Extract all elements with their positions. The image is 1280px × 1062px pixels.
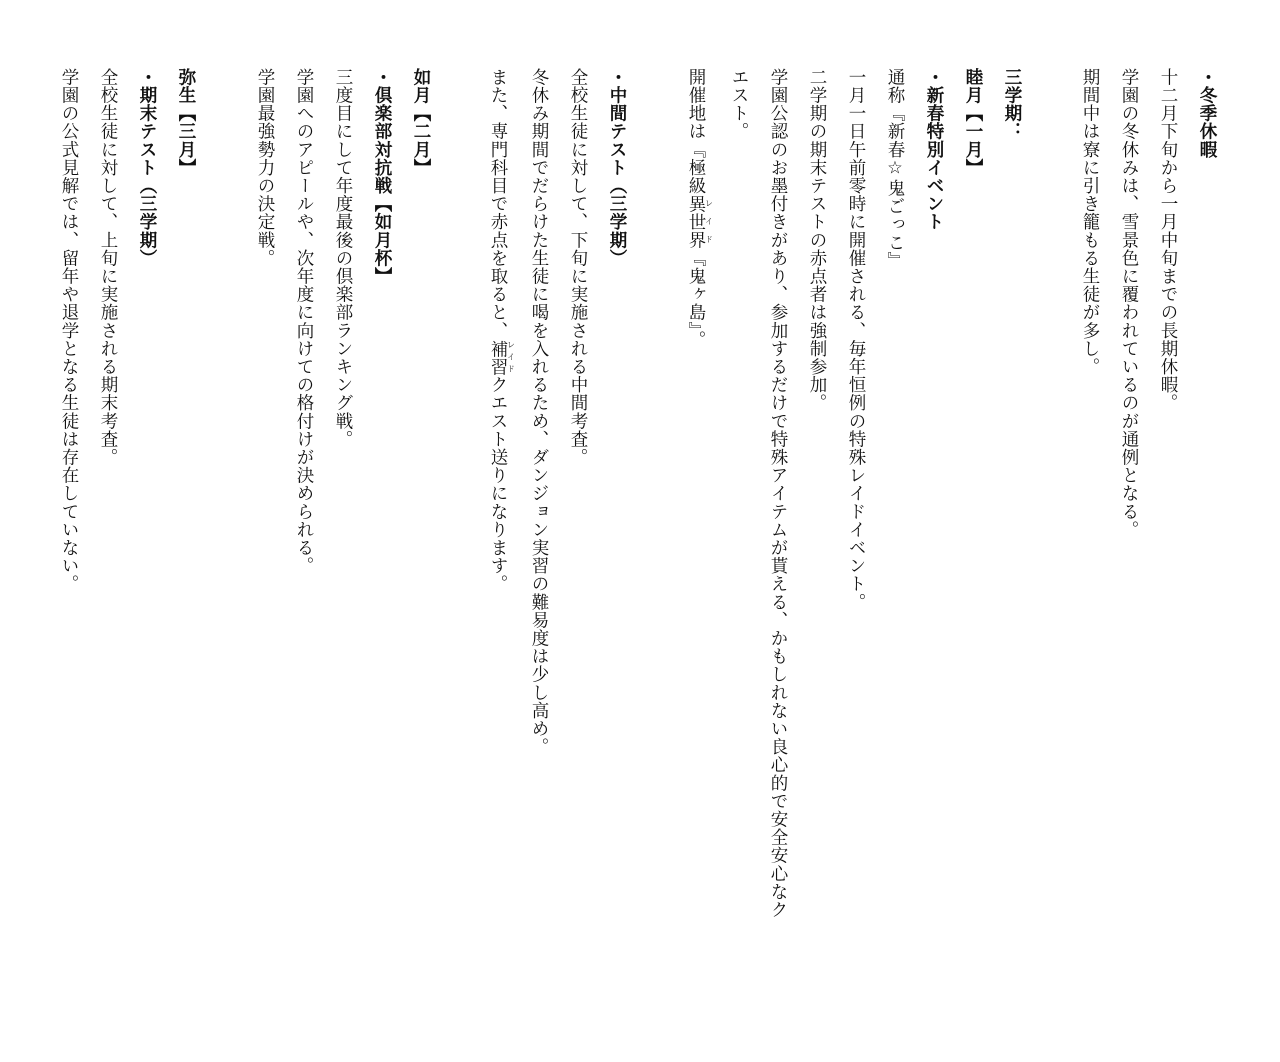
- text-line: 学園へのアピールや、次年度に向けての格付けが決められる。: [294, 68, 314, 575]
- heading-winter-break: ・冬季休暇: [1197, 68, 1217, 159]
- ruby-reading: レイド: [704, 194, 714, 250]
- text-line: 学園公認のお墨付きがあり、参加するだけで特殊アイテムが貰える、かもしれない良心的で安全安心なク: [768, 68, 788, 919]
- heading-midterm-test: ・中間テスト（三学期）: [607, 68, 627, 268]
- heading-yayoi: 弥生【三月】: [176, 68, 196, 177]
- text-line: 三度目にして年度最後の倶楽部ランキング戦。: [333, 68, 353, 449]
- heading-third-term: 三学期：: [1002, 68, 1022, 141]
- text-segment: クエスト送りになります。: [488, 375, 508, 593]
- heading-mutsuki: 睦月【一月】: [963, 68, 983, 177]
- text-line: 学園の公式見解では、留年や退学となる生徒は存在していない。: [59, 68, 79, 593]
- text-segment: 『鬼ヶ島』。: [686, 249, 706, 349]
- text-line-with-ruby: [485, 68, 515, 593]
- text-segment: また、専門科目で赤点を取ると、: [488, 68, 508, 340]
- text-line: 全校生徒に対して、下旬に実施される中間考査。: [568, 68, 588, 467]
- text-line: 二学期の期末テストの赤点者は強制参加。: [807, 68, 827, 412]
- text-segment: 開催地は『極級: [686, 68, 706, 195]
- text-line: 冬休み期間でだらけた生徒に喝を入れるため、ダンジョン実習の難易度は少し高め。: [529, 68, 549, 756]
- ruby-base: 補習: [488, 339, 508, 376]
- heading-club-battle: ・倶楽部対抗戦【如月杯】: [372, 68, 392, 286]
- text-line: 全校生徒に対して、上旬に実施される期末考査。: [98, 68, 118, 467]
- text-line: エスト。: [729, 68, 749, 141]
- ruby-base: 異世界: [686, 194, 706, 250]
- text-line: 学園の冬休みは、雪景色に覆われているのが通例となる。: [1119, 68, 1139, 539]
- text-line: 通称『新春☆鬼ごっこ』: [885, 68, 905, 270]
- heading-final-test: ・期末テスト（三学期）: [137, 68, 157, 268]
- text-line: 学園最強勢力の決定戦。: [255, 68, 275, 268]
- text-line: 十二月下旬から一月中旬までの長期休暇。: [1158, 68, 1178, 412]
- text-line-with-ruby: [683, 68, 713, 349]
- text-line: 期間中は寮に引き籠もる生徒が多し。: [1080, 68, 1100, 376]
- text-line: 一月一日午前零時に開催される、毎年恒例の特殊レイドイベント。: [846, 68, 866, 611]
- ruby-reading: レイド: [506, 339, 516, 376]
- ruby-word: [686, 194, 714, 250]
- heading-kisaragi: 如月【二月】: [411, 68, 431, 177]
- ruby-word: [488, 339, 516, 376]
- heading-new-year-event: ・新春特別イベント: [924, 68, 944, 231]
